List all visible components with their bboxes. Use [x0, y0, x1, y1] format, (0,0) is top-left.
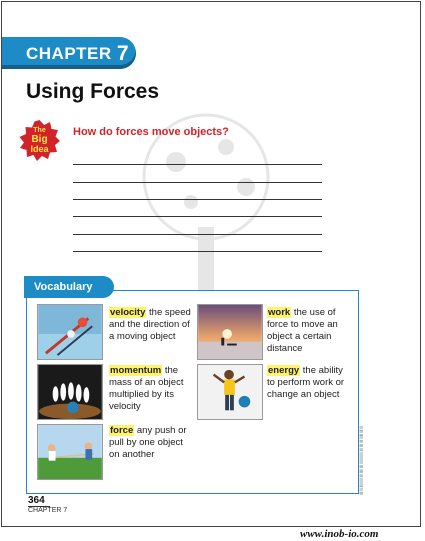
vocab-term: energy [268, 365, 300, 376]
textbook-page [1, 1, 421, 527]
chapter-label: CHAPTER [26, 44, 112, 63]
vocabulary-heading: Vocabulary [34, 281, 93, 293]
copyright-strip: |||| ||| |||||| |||| |||| ||||| |||| ||| ||||| |||| |||| |||| |||| |||||| |||| ||| [359, 426, 363, 495]
vocab-definition: the mass of an object multiplied by its velocity [109, 365, 184, 412]
footer-chapter: CHAPTER 7 [28, 507, 68, 514]
answer-line[interactable] [73, 164, 322, 165]
page-title: Using Forces [26, 80, 160, 103]
page-number: 364 [28, 495, 45, 506]
chapter-number: 7 [116, 42, 130, 65]
vocab-term: force [110, 425, 134, 436]
answer-line[interactable] [73, 216, 322, 217]
momentum-photo [37, 364, 103, 420]
big-idea-question: How do forces move objects? [73, 126, 229, 138]
chapter-banner [2, 37, 136, 69]
answer-line[interactable] [73, 251, 322, 252]
vocab-definition: the speed and the direction of a moving object [109, 307, 191, 342]
vocab-term: work [268, 307, 291, 318]
vocab-entry-energy [267, 365, 351, 401]
badge-line1: The [33, 127, 46, 134]
vocab-term: momentum [110, 365, 162, 376]
vocab-entry-work [267, 307, 351, 355]
answer-line[interactable] [73, 234, 322, 235]
answer-line[interactable] [73, 199, 322, 200]
big-idea-badge-icon [18, 119, 61, 162]
vocab-term: velocity [110, 307, 146, 318]
vocab-entry-force [109, 425, 193, 461]
vocab-definition: the use of force to move an object a certain distance [267, 307, 338, 354]
vocab-definition: the ability to perform work or change an object [267, 365, 345, 400]
vocab-entry-velocity [109, 307, 193, 343]
answer-line[interactable] [73, 182, 322, 183]
velocity-photo [37, 304, 103, 360]
force-photo [37, 424, 103, 480]
work-photo [197, 304, 263, 360]
vocabulary-tab [24, 276, 114, 298]
vocab-definition: any push or pull by one object on another [109, 425, 187, 460]
site-watermark[interactable]: www.inob-io.com [300, 528, 379, 540]
chapter-heading [26, 41, 129, 65]
badge-line2: Big [31, 134, 48, 145]
vocabulary-box [26, 290, 359, 494]
badge-line3: Idea [30, 144, 49, 154]
vocab-entry-momentum [109, 365, 193, 413]
energy-photo [197, 364, 263, 420]
